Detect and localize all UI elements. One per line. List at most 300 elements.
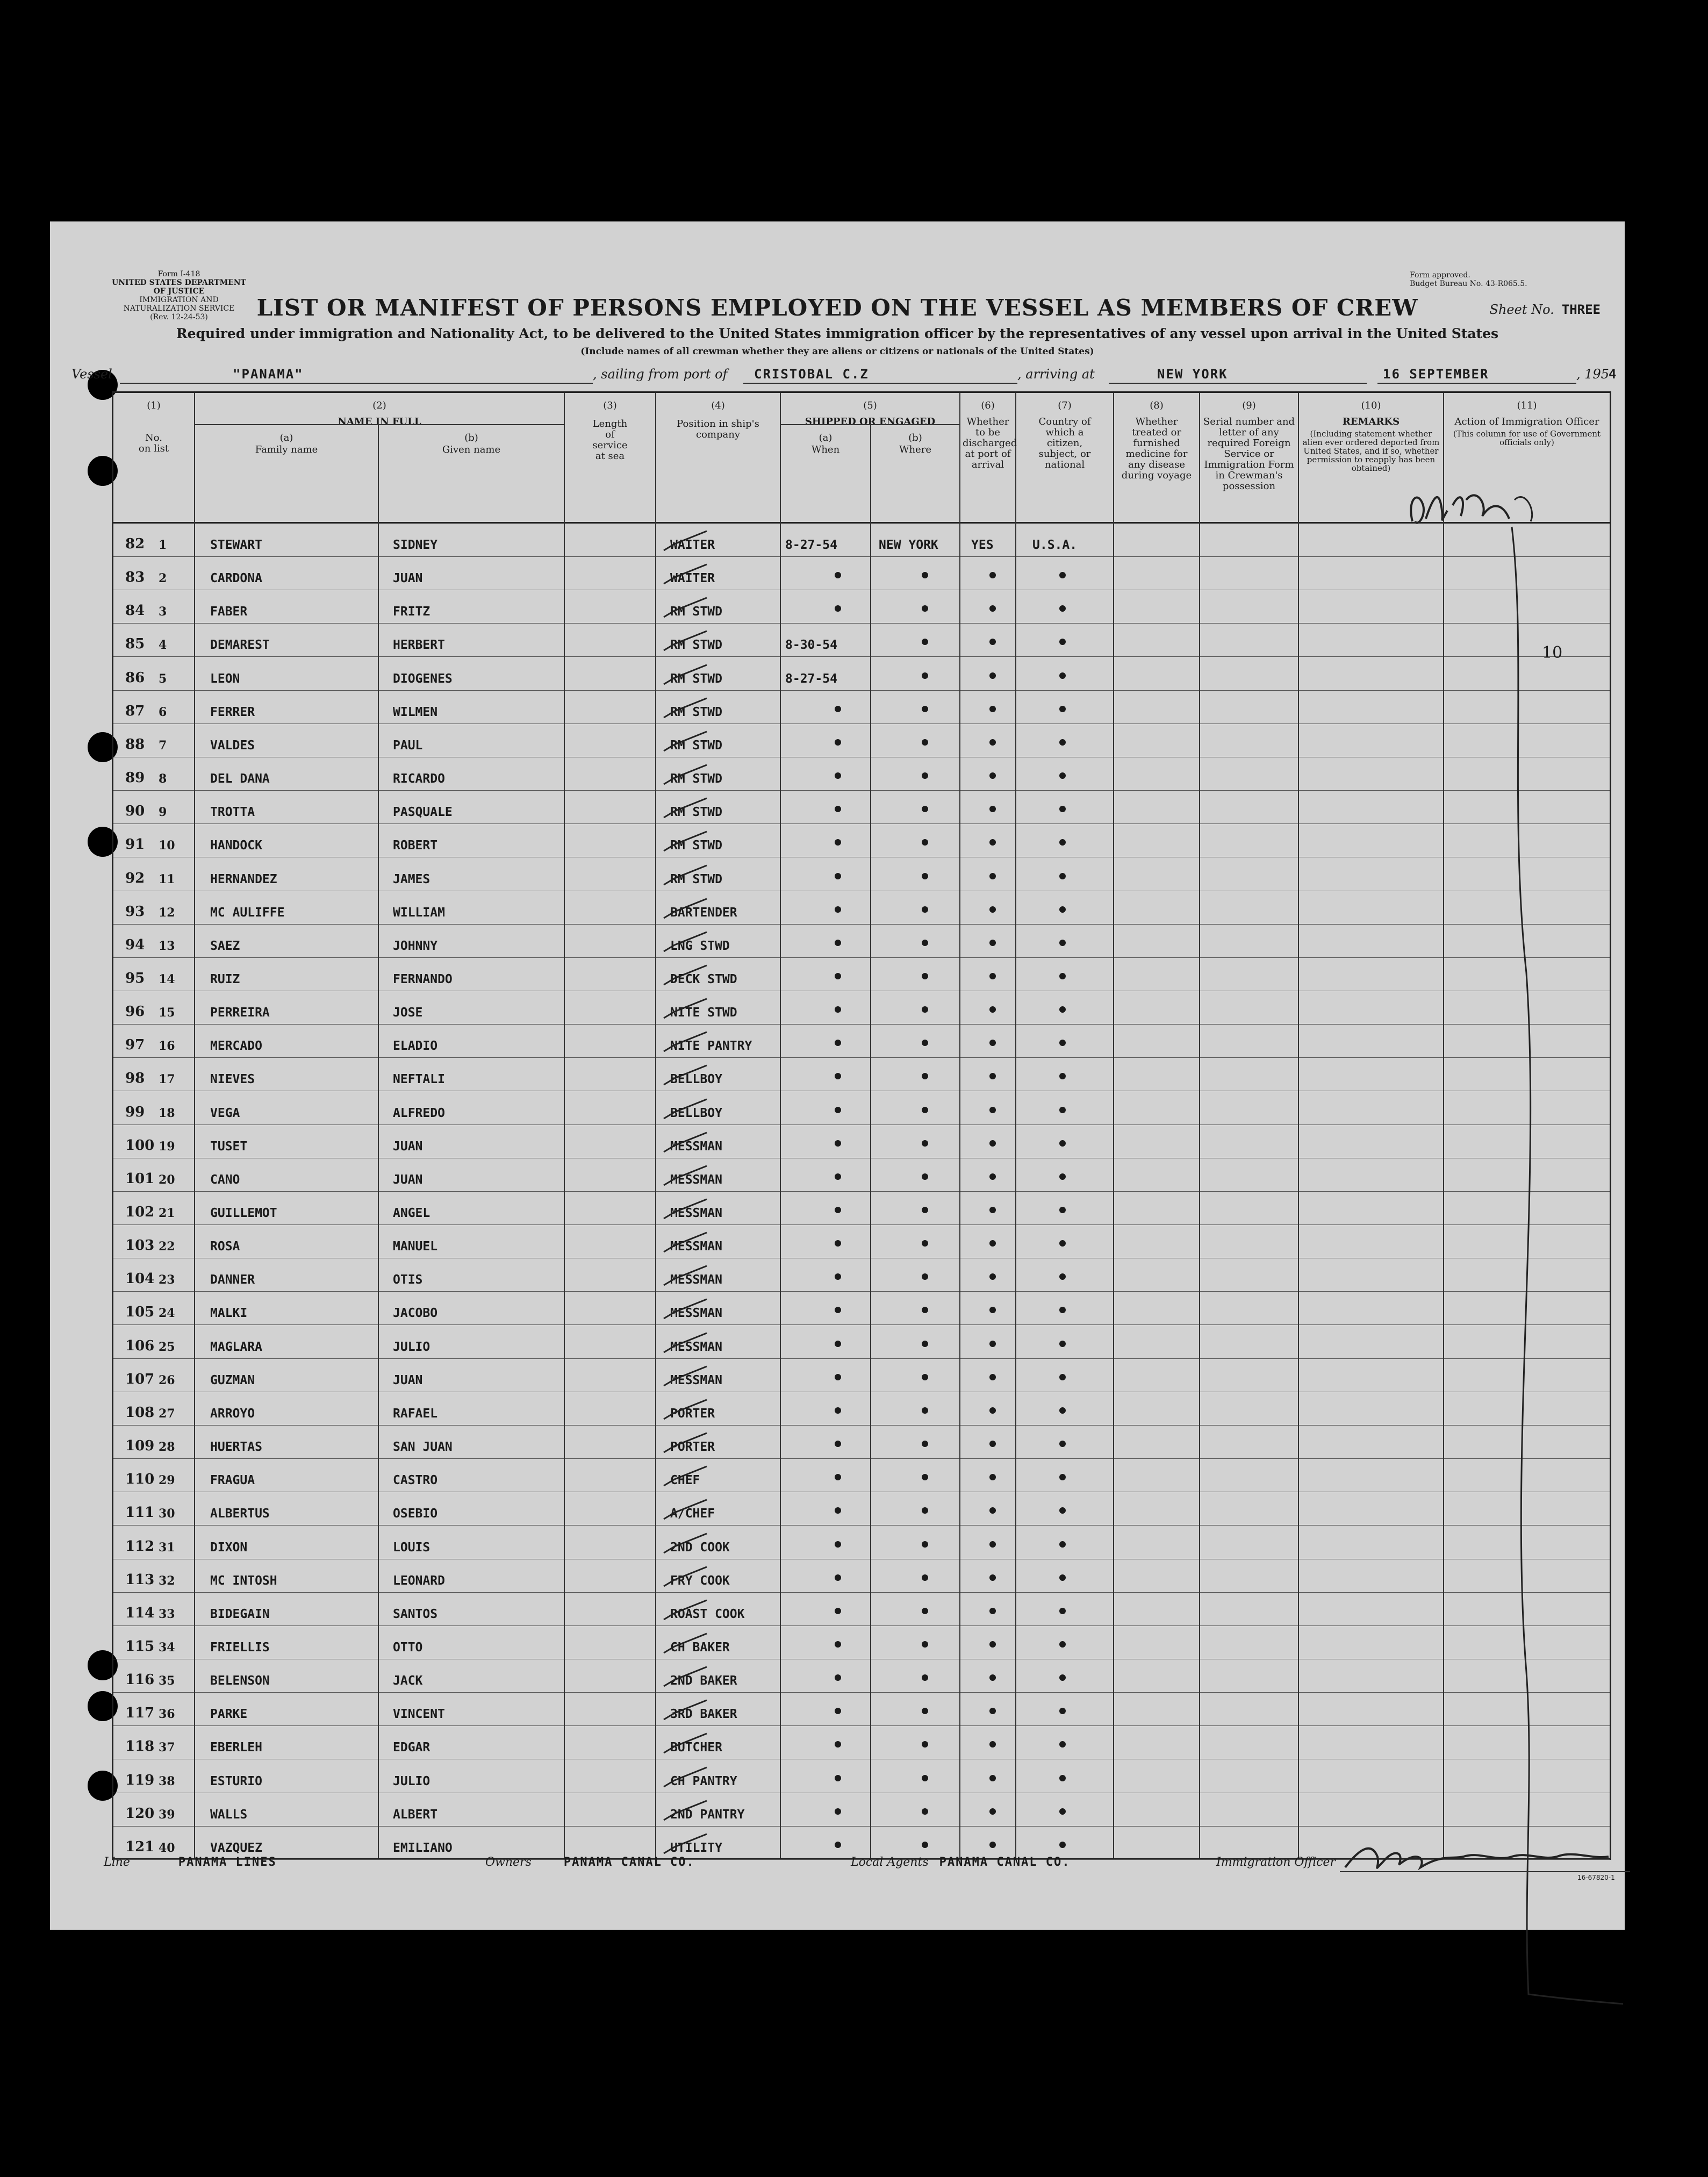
ditto-mark (835, 1374, 841, 1380)
list-number: 100 (125, 1137, 155, 1154)
line-value: PANAMA LINES (178, 1856, 277, 1869)
given-name: FERNANDO (393, 972, 453, 986)
col-title: Whether treated or furnished medicine for any disease during voyage (1121, 416, 1192, 481)
given-name: NEFTALI (393, 1072, 445, 1087)
position: MESSMAN (670, 1306, 722, 1321)
ditto-mark (1059, 1140, 1066, 1147)
given-name: LEONARD (393, 1573, 445, 1588)
family-name: SAEZ (210, 939, 240, 953)
crew-row (113, 1726, 1610, 1759)
vessel-value: "PANAMA" (233, 367, 304, 382)
crew-row (113, 1058, 1610, 1091)
check-mark (662, 662, 710, 689)
ditto-mark (1059, 1273, 1066, 1280)
crew-row (113, 1559, 1610, 1593)
ditto-mark (989, 1708, 996, 1714)
ditto-mark (989, 1040, 996, 1046)
ditto-mark (922, 1741, 928, 1748)
check-mark (662, 628, 710, 655)
ditto-mark (1059, 1708, 1066, 1714)
ditto-mark (922, 1307, 928, 1313)
position: CHEF (670, 1473, 700, 1488)
ditto-mark (922, 1541, 928, 1548)
ditto-mark (835, 1441, 841, 1447)
position: PORTER (670, 1406, 715, 1421)
given-name: SAN JUAN (393, 1440, 453, 1455)
given-name: OTTO (393, 1640, 423, 1655)
position: RM STWD (670, 705, 722, 719)
col-subtitle: (This column for use of Government officials only) (1453, 429, 1601, 447)
crew-row (113, 1359, 1610, 1392)
ditto-mark (1059, 1441, 1066, 1447)
crew-row (113, 1258, 1610, 1292)
column-rule (1015, 522, 1016, 1858)
check-mark (662, 1831, 710, 1858)
line-number: 21 (159, 1206, 175, 1220)
position: A/CHEF (670, 1507, 715, 1521)
line-number: 7 (159, 738, 167, 753)
given-name: JUAN (393, 1172, 423, 1187)
ditto-mark (1059, 772, 1066, 779)
line-number: 3 (159, 605, 167, 619)
col-title: Serial number and letter of any required Foreign Service or Immigration Form in Crewman's possession (1203, 416, 1295, 492)
list-number: 95 (125, 970, 145, 986)
col-number: (5) (863, 400, 877, 411)
position: RM STWD (670, 671, 722, 686)
check-mark (662, 1330, 710, 1357)
sheet-value: THREE (1561, 302, 1601, 317)
line-number: 20 (159, 1172, 175, 1187)
ditto-mark (922, 706, 928, 712)
line-number: 33 (159, 1607, 175, 1621)
print-code: 16-67820-1 (1577, 1874, 1615, 1881)
ditto-mark (922, 873, 928, 879)
ditto-mark (835, 1708, 841, 1714)
given-name: JAMES (393, 872, 430, 886)
position: LNG STWD (670, 939, 730, 953)
position: RM STWD (670, 638, 722, 653)
crew-row (113, 1292, 1610, 1325)
line-number: 39 (159, 1807, 175, 1822)
given-name: JUAN (393, 571, 423, 586)
crew-row (113, 858, 1610, 891)
subhead-title: Where (899, 444, 931, 455)
family-name: STEWART (210, 538, 262, 552)
crew-row (113, 1760, 1610, 1793)
crew-row (113, 1092, 1610, 1125)
check-mark (662, 1730, 710, 1757)
given-name: EMILIANO (393, 1841, 453, 1855)
sailing-value: CRISTOBAL C.Z (754, 367, 869, 382)
position: MESSMAN (670, 1139, 722, 1154)
family-name-subhead (195, 424, 379, 522)
line-number: 29 (159, 1473, 175, 1488)
crew-row (113, 724, 1610, 757)
family-name: MALKI (210, 1306, 248, 1321)
family-name: ROSA (210, 1240, 240, 1254)
ditto-mark (989, 806, 996, 812)
col-number: (8) (1150, 400, 1164, 411)
crew-row (113, 1693, 1610, 1726)
family-name: FABER (210, 605, 248, 619)
position: CH BAKER (670, 1640, 730, 1655)
ditto-mark (922, 1006, 928, 1013)
ditto-mark (835, 1207, 841, 1213)
col-country-header (1016, 393, 1114, 522)
ditto-mark (1059, 739, 1066, 746)
ditto-mark (989, 1341, 996, 1347)
position: MESSMAN (670, 1340, 722, 1354)
check-mark (662, 1263, 710, 1290)
ditto-mark (835, 973, 841, 979)
list-number: 103 (125, 1237, 155, 1254)
column-rule (780, 522, 781, 1858)
ditto-mark (989, 1507, 996, 1514)
ditto-mark (835, 572, 841, 578)
ditto-mark (989, 973, 996, 979)
ditto-mark (1059, 1674, 1066, 1681)
subhead-letter: (b) (464, 432, 478, 443)
position: MESSMAN (670, 1240, 722, 1254)
position: WAITER (670, 538, 715, 552)
ditto-mark (1059, 906, 1066, 913)
form-id-line: (Rev. 12-24-53) (150, 313, 208, 321)
ditto-mark (989, 672, 996, 679)
ditto-mark (835, 739, 841, 746)
ditto-mark (989, 906, 996, 913)
ditto-mark (922, 1341, 928, 1347)
ditto-mark (922, 1441, 928, 1447)
list-number: 118 (125, 1738, 155, 1755)
crew-row (113, 1793, 1610, 1827)
ditto-mark (835, 1507, 841, 1514)
when-subhead (781, 424, 871, 522)
ditto-mark (922, 1407, 928, 1414)
line-label: Line (104, 1856, 130, 1869)
col-discharged-header (960, 393, 1016, 522)
ditto-mark (989, 1407, 996, 1414)
list-number: 111 (125, 1505, 155, 1521)
ditto-mark (989, 739, 996, 746)
footer-line (104, 1856, 277, 1869)
position: BELLBOY (670, 1072, 722, 1087)
arriving-value: NEW YORK (1157, 367, 1228, 382)
position: BELLBOY (670, 1106, 722, 1120)
given-name: WILMEN (393, 705, 438, 719)
col-title: Action of Immigration Officer (1454, 416, 1599, 427)
ditto-mark (989, 1006, 996, 1013)
ditto-mark (1059, 1608, 1066, 1614)
ditto-mark (835, 1608, 841, 1614)
line-number: 5 (159, 671, 167, 686)
ditto-mark (989, 1173, 996, 1180)
col-title: No. on list (138, 432, 169, 454)
sheet-label: Sheet No. (1489, 302, 1554, 317)
family-name: VEGA (210, 1106, 240, 1120)
check-mark (662, 762, 710, 789)
position: RM STWD (670, 738, 722, 753)
list-number: 105 (125, 1304, 155, 1321)
ditto-mark (922, 1775, 928, 1781)
position: 3RD BAKER (670, 1707, 737, 1722)
ditto-mark (835, 1674, 841, 1681)
list-number: 98 (125, 1070, 145, 1087)
officer-initials-signature (1402, 489, 1627, 2069)
check-mark (662, 595, 710, 621)
voyage-info (71, 367, 1618, 385)
list-number: 121 (125, 1838, 155, 1855)
crew-row (113, 791, 1610, 824)
subhead-title: Given name (442, 444, 501, 455)
list-number: 120 (125, 1805, 155, 1822)
form-approval (1410, 271, 1582, 288)
sailing-label: , sailing from port of (593, 367, 728, 382)
line-number: 28 (159, 1440, 175, 1455)
check-mark (662, 1062, 710, 1089)
line-number: 17 (159, 1072, 175, 1087)
given-name: MANUEL (393, 1240, 438, 1254)
line-number: 2 (159, 571, 167, 586)
list-number: 116 (125, 1672, 155, 1688)
given-name: HERBERT (393, 638, 445, 653)
crew-row (113, 1492, 1610, 1526)
ditto-mark (989, 1775, 996, 1781)
line-number: 8 (159, 772, 167, 786)
ditto-mark (922, 1073, 928, 1079)
officer-label: Immigration Officer (1216, 1856, 1336, 1869)
ditto-mark (922, 639, 928, 645)
ditto-mark (835, 940, 841, 946)
page-title: LIST OR MANIFEST OF PERSONS EMPLOYED ON THE VESSEL AS MEMBERS OF CREW (256, 295, 1418, 321)
col-number: (11) (1517, 400, 1537, 411)
form-id-line: Form I-418 (157, 270, 200, 278)
crew-rows (113, 522, 1610, 1860)
list-number: 88 (125, 736, 145, 753)
list-number: 96 (125, 1004, 145, 1020)
ditto-mark (989, 1307, 996, 1313)
ditto-mark (922, 1641, 928, 1648)
ditto-mark (1059, 1341, 1066, 1347)
col-title: Country of which a citizen, subject, or national (1038, 416, 1091, 470)
footer-agents (851, 1856, 1071, 1869)
crew-row (113, 925, 1610, 958)
crew-table (112, 391, 1611, 1860)
check-mark (662, 1163, 710, 1190)
ditto-mark (922, 940, 928, 946)
ditto-mark (922, 1674, 928, 1681)
col-title: SHIPPED OR ENGAGED (805, 416, 936, 427)
family-name: BIDEGAIN (210, 1607, 270, 1621)
family-name: BELENSON (210, 1674, 270, 1688)
given-name: JOHNNY (393, 939, 438, 953)
col-number: (1) (147, 400, 161, 411)
arriving-label: , arriving at (1017, 367, 1095, 382)
ditto-mark (835, 806, 841, 812)
subhead-title: When (811, 444, 840, 455)
ditto-mark (835, 1173, 841, 1180)
ditto-mark (922, 739, 928, 746)
ditto-mark (1059, 973, 1066, 979)
ditto-mark (989, 1374, 996, 1380)
ditto-mark (835, 1140, 841, 1147)
ditto-mark (835, 1107, 841, 1113)
ditto-mark (922, 1842, 928, 1848)
ditto-mark (1059, 1474, 1066, 1480)
position: NITE PANTRY (670, 1039, 752, 1054)
position: NITE STWD (670, 1006, 737, 1020)
owners-value: PANAMA CANAL CO. (563, 1856, 695, 1869)
form-id-line: UNITED STATES DEPARTMENT OF JUSTICE (112, 278, 246, 296)
family-name: FRIELLIS (210, 1640, 270, 1655)
ditto-mark (989, 839, 996, 846)
list-number: 110 (125, 1471, 155, 1488)
list-number: 87 (125, 703, 145, 719)
given-name: JULIO (393, 1340, 430, 1354)
subhead-title: Family name (255, 444, 318, 455)
crew-row (113, 824, 1610, 857)
ditto-mark (1059, 1641, 1066, 1648)
list-number: 119 (125, 1772, 155, 1788)
year-prefix: , 195 (1576, 367, 1610, 382)
position: RM STWD (670, 872, 722, 886)
check-mark (662, 695, 710, 722)
given-name: JOSE (393, 1006, 423, 1020)
line-number: 24 (159, 1306, 175, 1321)
family-name: RUIZ (210, 972, 240, 986)
ditto-mark (1059, 806, 1066, 812)
line-number: 12 (159, 905, 175, 920)
crew-row (113, 1526, 1610, 1559)
given-name: ANGEL (393, 1206, 430, 1220)
ditto-mark (989, 873, 996, 879)
crew-row (113, 757, 1610, 791)
ditto-mark (922, 1474, 928, 1480)
check-mark (662, 828, 710, 855)
check-mark (662, 1296, 710, 1323)
ditto-mark (922, 1173, 928, 1180)
ditto-mark (835, 1040, 841, 1046)
crew-row (113, 1158, 1610, 1192)
check-mark (662, 1229, 710, 1256)
ditto-mark (922, 1140, 928, 1147)
crew-row (113, 1626, 1610, 1659)
subhead-letter: (a) (819, 432, 833, 443)
country: U.S.A. (1032, 538, 1078, 552)
line-number: 27 (159, 1406, 175, 1421)
check-mark (662, 1496, 710, 1523)
ditto-mark (989, 605, 996, 612)
crew-row (113, 1659, 1610, 1693)
position: PORTER (670, 1440, 715, 1455)
form-subtitle: Required under immigration and Nationality Act, to be delivered to the United States immigration officer by the representatives of any vessel upon arrival in the United States (176, 326, 1499, 341)
where-subhead (871, 424, 960, 522)
ditto-mark (989, 1273, 996, 1280)
given-name: JACOBO (393, 1306, 438, 1321)
ditto-mark (922, 806, 928, 812)
ditto-mark (1059, 1240, 1066, 1247)
col-title: NAME IN FULL (338, 416, 421, 427)
ditto-mark (835, 772, 841, 779)
approval-line: Budget Bureau No. 43-R065.5. (1410, 280, 1527, 288)
form-id-line: IMMIGRATION AND NATURALIZATION SERVICE (123, 296, 235, 313)
ditto-mark (835, 1273, 841, 1280)
check-mark (662, 1430, 710, 1457)
ditto-mark (1059, 1207, 1066, 1213)
family-name: ALBERTUS (210, 1507, 270, 1521)
col-medicine-header (1114, 393, 1200, 522)
position: ROAST COOK (670, 1607, 745, 1621)
check-mark (662, 1798, 710, 1824)
officer-signature (1340, 1841, 1641, 1878)
ditto-mark (922, 605, 928, 612)
given-name: DIOGENES (393, 671, 453, 686)
ditto-mark (1059, 1507, 1066, 1514)
given-name: WILLIAM (393, 905, 445, 920)
ditto-mark (922, 1107, 928, 1113)
position: RM STWD (670, 805, 722, 820)
given-name: RAFAEL (393, 1406, 438, 1421)
given-name: VINCENT (393, 1707, 445, 1722)
ditto-mark (1059, 873, 1066, 879)
family-name: VALDES (210, 738, 255, 753)
family-name: MERCADO (210, 1039, 262, 1054)
position: RM STWD (670, 605, 722, 619)
line-number: 36 (159, 1707, 175, 1722)
ditto-mark (835, 706, 841, 712)
ditto-mark (1059, 1541, 1066, 1548)
list-number: 86 (125, 669, 145, 686)
position: MESSMAN (670, 1273, 722, 1287)
crew-row (113, 557, 1610, 590)
line-number: 9 (159, 805, 167, 820)
position: CH PANTRY (670, 1774, 737, 1788)
family-name: TUSET (210, 1139, 248, 1154)
position: MESSMAN (670, 1172, 722, 1187)
year-digit: 4 (1609, 367, 1618, 382)
crew-row (113, 1392, 1610, 1426)
col-title: REMARKS (1342, 416, 1400, 427)
ditto-mark (989, 1574, 996, 1581)
ditto-mark (1059, 672, 1066, 679)
ditto-mark (989, 940, 996, 946)
ditto-mark (835, 1842, 841, 1848)
col-number: (10) (1361, 400, 1381, 411)
family-name: HERNANDEZ (210, 872, 277, 886)
list-number: 82 (125, 536, 145, 552)
list-number: 101 (125, 1170, 155, 1187)
col-position-header (656, 393, 781, 522)
col-title: Position in ship's company (677, 418, 759, 440)
position: RM STWD (670, 772, 722, 786)
given-name: LOUIS (393, 1540, 430, 1555)
check-mark (662, 1630, 710, 1657)
crew-row (113, 1225, 1610, 1258)
check-mark (662, 1564, 710, 1591)
list-number: 89 (125, 770, 145, 786)
family-name: ESTURIO (210, 1774, 262, 1788)
check-mark (662, 1129, 710, 1156)
col-serial-header (1200, 393, 1299, 522)
line-number: 31 (159, 1540, 175, 1555)
family-name: GUILLEMOT (210, 1206, 277, 1220)
ditto-mark (835, 1307, 841, 1313)
shipped-when: 8-27-54 (785, 671, 837, 686)
check-mark (662, 1530, 710, 1557)
list-number: 97 (125, 1037, 145, 1054)
family-name: FERRER (210, 705, 255, 719)
ditto-mark (1059, 1574, 1066, 1581)
position: RM STWD (670, 839, 722, 853)
